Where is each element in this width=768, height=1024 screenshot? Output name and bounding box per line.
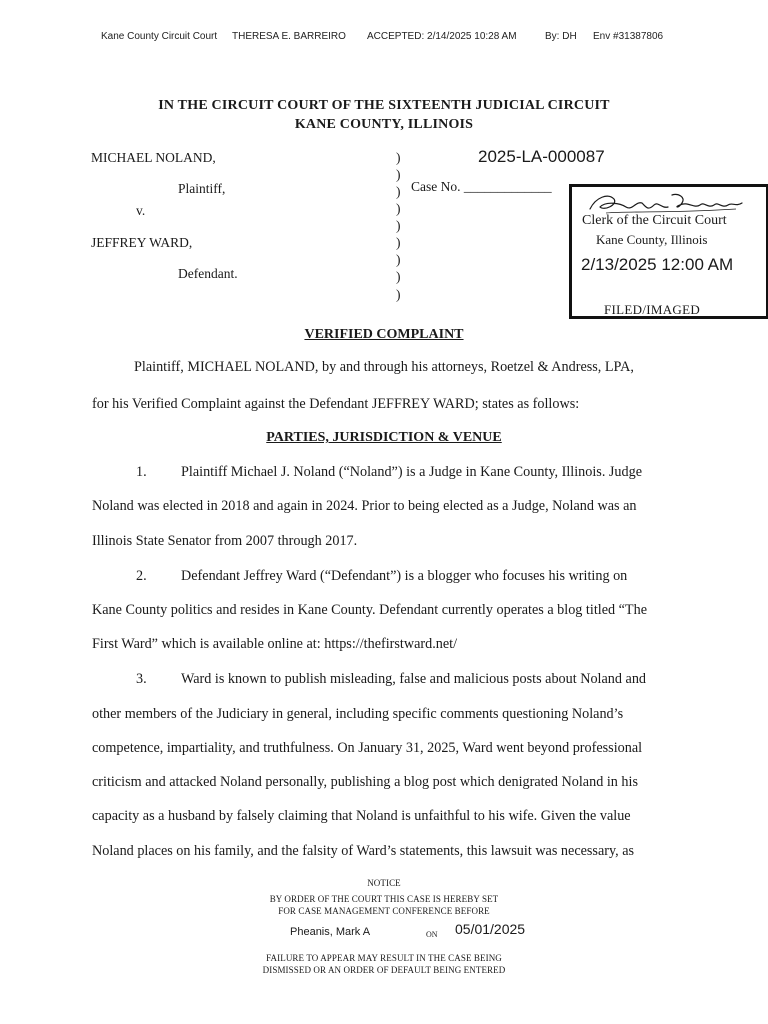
notice-line: BY ORDER OF THE COURT THIS CASE IS HEREBY SET — [269, 894, 499, 904]
banner-accepted: ACCEPTED: 2/14/2025 10:28 AM — [367, 31, 517, 42]
paren: ) — [396, 150, 401, 165]
versus: v. — [136, 203, 146, 218]
clerk-filed-stamp — [569, 184, 768, 319]
paragraph-line: Defendant Jeffrey Ward (“Defendant”) is a blogger who focuses his writing on — [181, 568, 628, 584]
paragraph-line: Noland places on his family, and the falsity of Ward’s statements, this lawsuit was necessary, as — [92, 843, 635, 859]
plaintiff-name: MICHAEL NOLAND, — [91, 150, 216, 165]
paragraph-line: Ward is known to publish misleading, false and malicious posts about Noland and — [181, 671, 647, 687]
case-number: 2025-LA-000087 — [478, 147, 605, 166]
paragraph-number: 3. — [136, 671, 147, 687]
case-number-label: Case No. _____________ — [411, 179, 552, 194]
paragraph-line: Illinois State Senator from 2007 through 2017. — [92, 533, 358, 549]
document-title: VERIFIED COMPLAINT — [304, 327, 464, 342]
paren: ) — [396, 235, 401, 250]
court-heading-line2: KANE COUNTY, ILLINOIS — [294, 117, 474, 132]
paragraph-number: 2. — [136, 568, 147, 584]
banner-by: By: DH — [545, 31, 577, 42]
notice-title: NOTICE — [367, 878, 401, 888]
paren: ) — [396, 287, 401, 302]
notice-warning: DISMISSED OR AN ORDER OF DEFAULT BEING ENTERED — [262, 965, 506, 975]
paragraph-line: Plaintiff Michael J. Noland (“Noland”) is a Judge in Kane County, Illinois. Judge — [181, 464, 643, 480]
paren: ) — [396, 184, 401, 199]
banner-court: Kane County Circuit Court — [101, 31, 218, 42]
notice-on: ON — [426, 930, 438, 939]
court-heading-line1: IN THE CIRCUIT COURT OF THE SIXTEENTH JUDICIAL CIRCUIT — [158, 98, 610, 113]
paragraph-line: criticism and attacked Noland personally, publishing a blog post which denigrated Noland in his — [92, 774, 638, 790]
stamp-date: 2/13/2025 12:00 AM — [581, 255, 734, 274]
notice-judge: Pheanis, Mark A — [290, 926, 371, 938]
defendant-role: Defendant. — [178, 266, 238, 281]
paren: ) — [396, 269, 401, 284]
paragraph-line: First Ward” which is available online at: https://thefirstward.net/ — [92, 636, 458, 652]
section-heading: PARTIES, JURISDICTION & VENUE — [266, 430, 502, 445]
defendant-name: JEFFREY WARD, — [91, 235, 193, 250]
clerk-county: Kane County, Illinois — [596, 232, 708, 247]
paragraph-line: competence, impartiality, and truthfulness. On January 31, 2025, Ward went beyond professional — [92, 740, 643, 756]
paren: ) — [396, 167, 401, 182]
notice-line: FOR CASE MANAGEMENT CONFERENCE BEFORE — [278, 906, 490, 916]
paragraph-line: Noland was elected in 2018 and again in 2024. Prior to being elected as a Judge, Noland was an — [92, 498, 637, 514]
paragraph-number: 1. — [136, 464, 147, 480]
stamp-status: FILED/IMAGED — [604, 302, 701, 317]
clerk-title: Clerk of the Circuit Court — [582, 213, 727, 228]
paren: ) — [396, 201, 401, 216]
paragraph-line: Kane County politics and resides in Kane County. Defendant currently operates a blog titled “The — [92, 602, 647, 618]
paren: ) — [396, 218, 401, 233]
intro-line: for his Verified Complaint against the Defendant JEFFREY WARD; states as follows: — [92, 396, 580, 412]
banner-clerk: THERESA E. BARREIRO — [232, 31, 346, 42]
paragraph-line: capacity as a husband by falsely claiming that Noland is unfaithful to his wife. Given the value — [92, 808, 631, 824]
intro-line: Plaintiff, MICHAEL NOLAND, by and through his attorneys, Roetzel & Andress, LPA, — [134, 359, 634, 375]
notice-date: 05/01/2025 — [455, 921, 526, 937]
plaintiff-role: Plaintiff, — [178, 181, 226, 196]
paren: ) — [396, 252, 401, 267]
banner-envelope: Env #31387806 — [593, 31, 664, 42]
notice-warning: FAILURE TO APPEAR MAY RESULT IN THE CASE BEING — [266, 953, 502, 963]
paragraph-line: other members of the Judiciary in general, including specific comments questioning Noland’s — [92, 706, 624, 722]
